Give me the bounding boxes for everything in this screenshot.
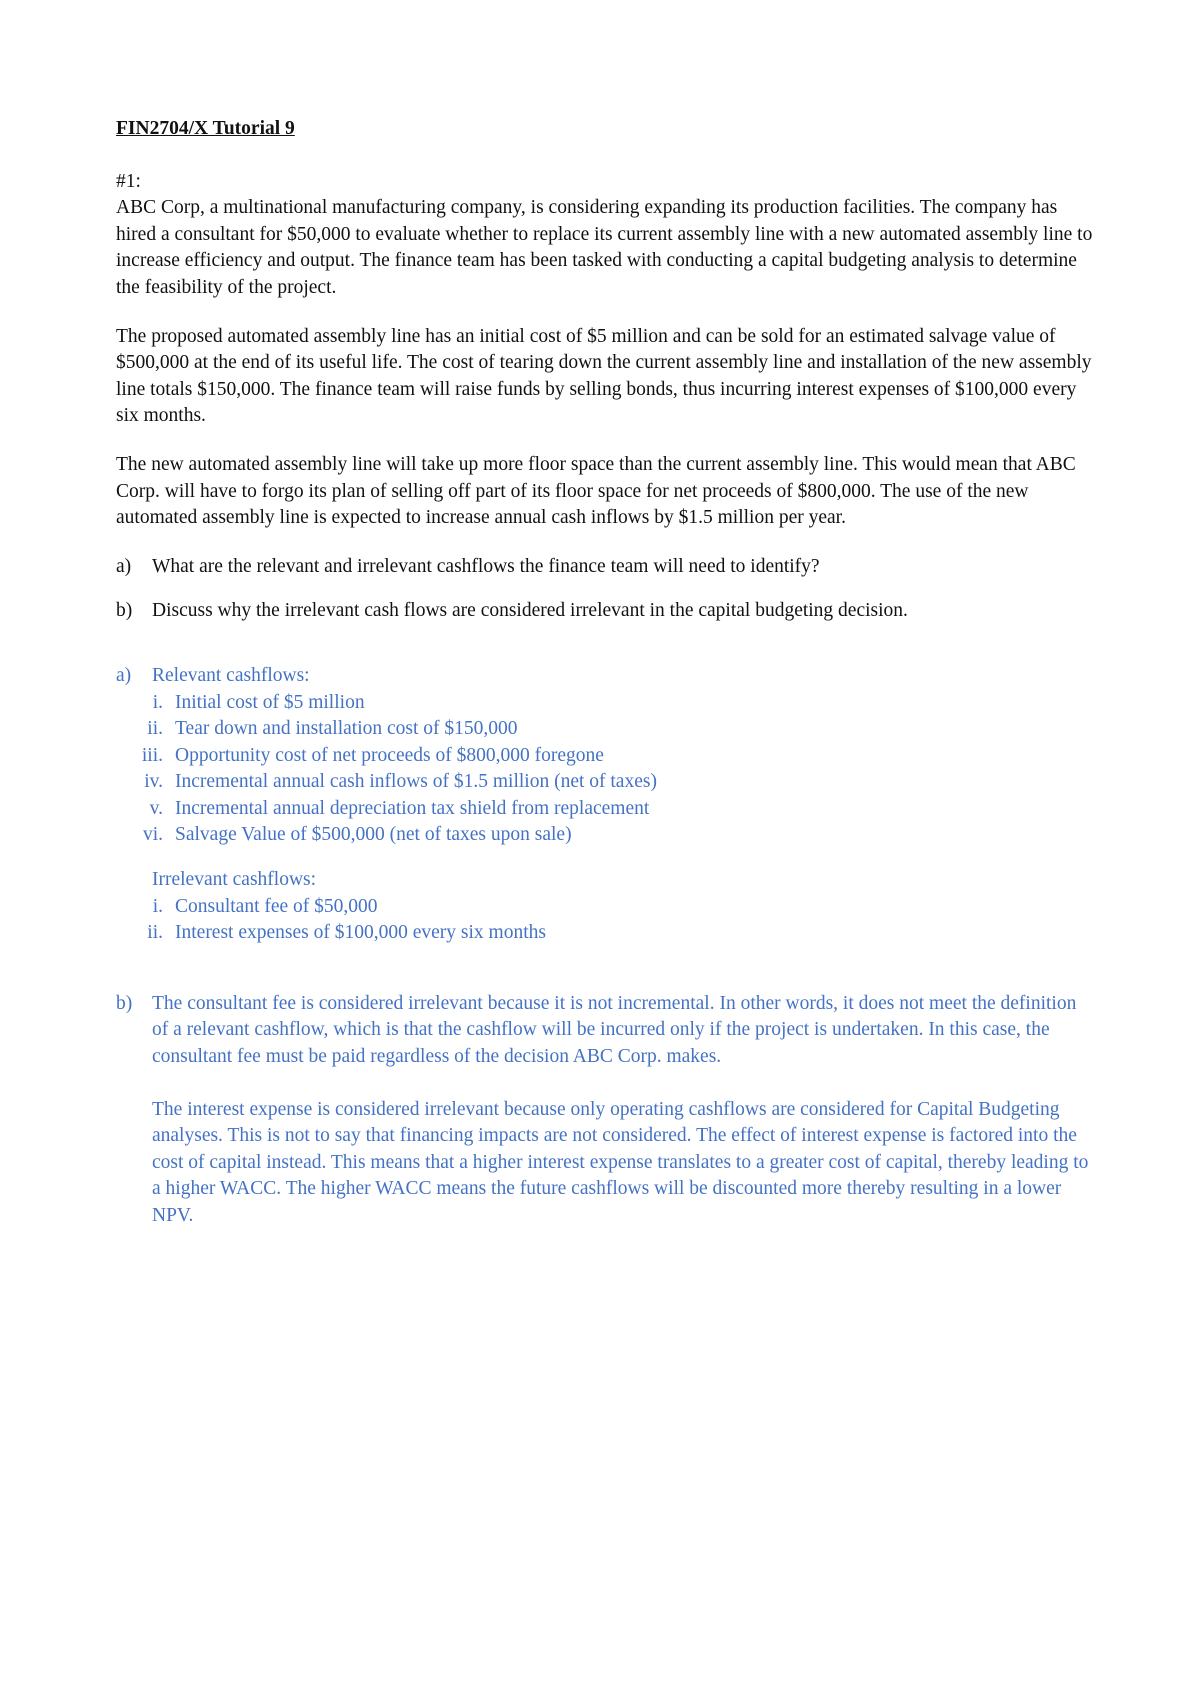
list-text: Initial cost of $5 million <box>175 691 365 713</box>
list-item <box>116 796 1096 823</box>
list-text: Tear down and installation cost of $150,000 <box>175 718 518 740</box>
answer-b <box>116 991 1096 1230</box>
answer-b-body <box>152 991 1096 1230</box>
question-b-label: b) <box>116 600 133 622</box>
list-number: iii. <box>141 744 163 766</box>
answer-a <box>116 663 1096 947</box>
question-paragraph-1: ABC Corp, a multinational manufacturing company, is considering expanding its production facilities. The company has hired a consultant for $50,000 to evaluate whether to replace its current assembly line with a new automated assembly line to increase efficiency and output. The finance team has been tasked with conducting a capital budgeting analysis to determine the feasibility of the project. <box>116 197 1093 298</box>
question-a <box>116 554 1096 581</box>
answer-b-paragraph-2: The interest expense is considered irrelevant because only operating cashflows are considered for Capital Budgeting analyses. This is not to say that financing impacts are not considered. The effect of interest expense is factored into the cost of capital instead. This means that a higher interest expense translates to a greater cost of capital, thereby leading to a higher WACC. The higher WACC means the future cashflows will be discounted more thereby resulting in a lower NPV. <box>152 1098 1089 1226</box>
relevant-list <box>116 690 1096 850</box>
list-text: Interest expenses of $100,000 every six months <box>175 922 546 944</box>
question-paragraph-2: The proposed automated assembly line has an initial cost of $5 million and can be sold for an estimated salvage value of $500,000 at the end of its useful life. The cost of tearing down the current assembly line and installation of the new assembly line totals $150,000. The finance team will raise funds by selling bonds, thus incurring interest expenses of $100,000 every six months. <box>116 325 1092 427</box>
question-a-label: a) <box>116 555 132 577</box>
list-text: Incremental annual cash inflows of $1.5 million (net of taxes) <box>175 771 657 793</box>
list-item <box>116 769 1096 796</box>
answer-a-label: a) <box>116 664 132 686</box>
list-item <box>116 822 1096 849</box>
relevant-heading-row <box>116 663 1096 690</box>
list-item <box>116 690 1096 717</box>
list-text: Salvage Value of $500,000 (net of taxes upon sale) <box>175 824 572 846</box>
list-number: iv. <box>144 771 163 793</box>
relevant-heading: Relevant cashflows: <box>152 664 310 686</box>
list-number: vi. <box>142 824 163 846</box>
question-a-text: What are the relevant and irrelevant cashflows the finance team will need to identify? <box>152 555 820 577</box>
answer-b-paragraph-1: The consultant fee is considered irrelevant because it is not incremental. In other words, it does not meet the definition of a relevant cashflow, which is that the cashflow will be incurred only if the project is undertaken. In this case, the consultant fee must be paid regardless of the decision ABC Corp. makes. <box>152 992 1077 1068</box>
list-number: ii. <box>147 718 163 740</box>
list-text: Opportunity cost of net proceeds of $800,000 foregone <box>175 744 604 766</box>
list-item <box>116 716 1096 743</box>
question-paragraph-3: The new automated assembly line will take up more floor space than the current assembly line. This would mean that ABC Corp. will have to forgo its plan of selling off part of its floor space for net proceeds of $800,000. The use of the new automated assembly line is expected to increase annual cash inflows by $1.5 million per year. <box>116 453 1076 529</box>
list-item <box>116 894 1096 921</box>
question-number: #1: <box>116 170 141 192</box>
list-item <box>116 920 1096 947</box>
list-number: ii. <box>147 922 163 944</box>
list-text: Incremental annual depreciation tax shield from replacement <box>175 797 650 819</box>
irrelevant-heading: Irrelevant cashflows: <box>152 869 317 891</box>
answer-b-label: b) <box>116 992 133 1014</box>
irrelevant-list <box>116 894 1096 947</box>
list-number: i. <box>152 895 163 917</box>
document-content <box>116 116 1096 1230</box>
list-text: Consultant fee of $50,000 <box>175 895 378 917</box>
document-title: FIN2704/X Tutorial 9 <box>116 118 295 139</box>
list-number: i. <box>152 691 163 713</box>
question-b <box>116 598 1096 625</box>
list-item <box>116 743 1096 770</box>
list-number: v. <box>149 797 163 819</box>
question-b-text: Discuss why the irrelevant cash flows are considered irrelevant in the capital budgeting decision. <box>152 600 908 622</box>
